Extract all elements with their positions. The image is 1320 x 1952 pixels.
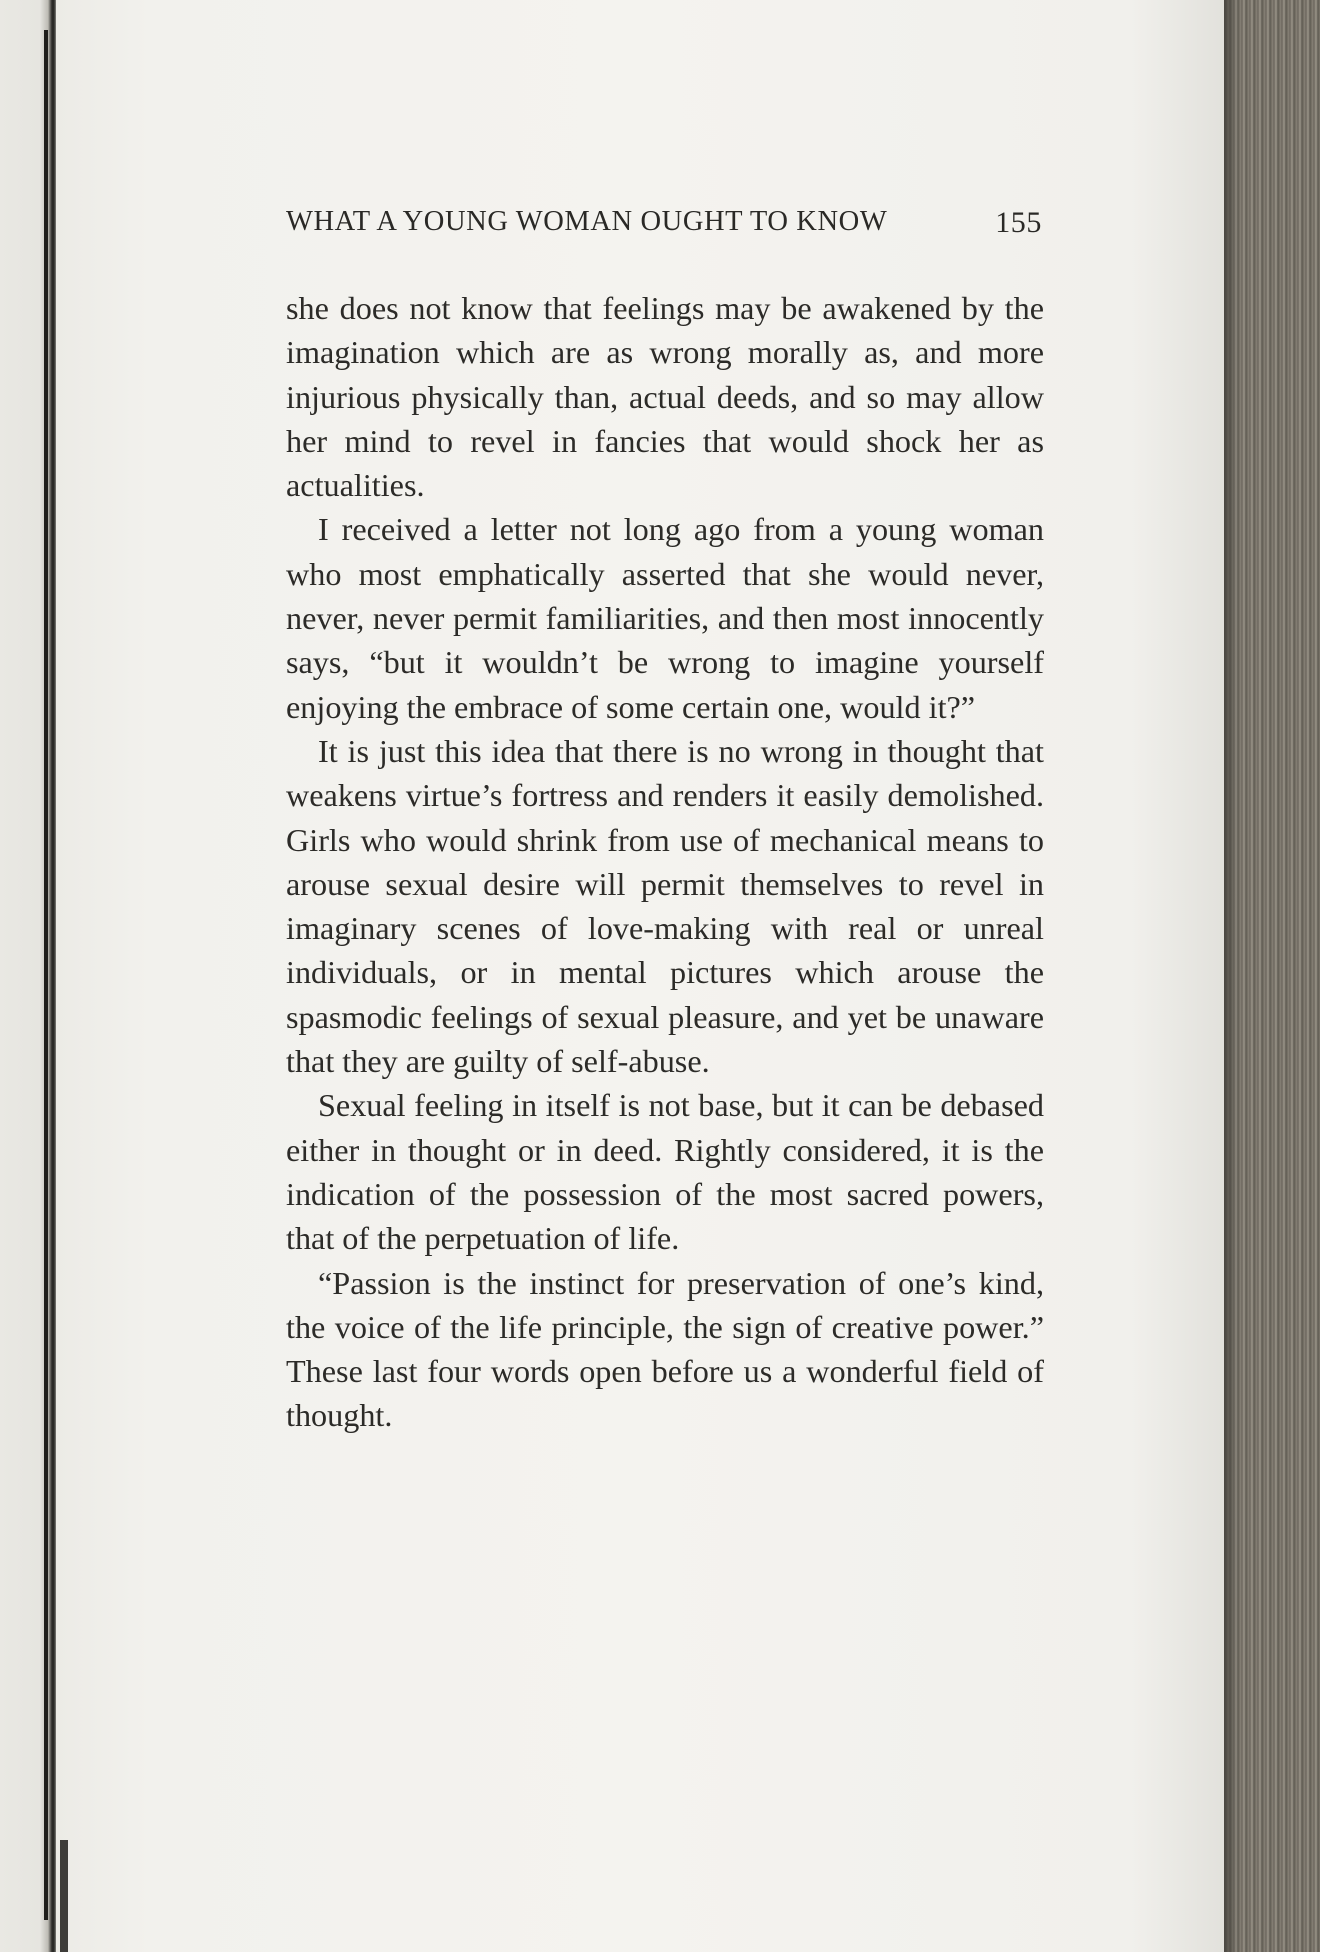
page-number: 155 (995, 206, 1042, 239)
body-text (286, 286, 1044, 1438)
paragraph-4: Sexual feeling in itself is not base, but it can be debased either in thought or in deed. Rightly considered, it is the indication of the possession of the most sacred powers, that of the perpetuation of life. (286, 1087, 1044, 1257)
binding-shadow-mark (60, 1840, 82, 1952)
paragraph-5: “Passion is the instinct for preservation of one’s kind, the voice of the life principle, the sign of creative power.” These last four words open before us a wonderful field of thought. (286, 1264, 1044, 1434)
paragraph-2: I received a letter not long ago from a young woman who most emphatically asserted that she would never, never, never permit familiarities, and then most innocently says, “but it wouldn’t be wrong to imagine yourself enjoying the embrace of some certain one, would it?” (286, 511, 1044, 725)
binding-edge-line (44, 30, 48, 1920)
running-title: WHAT A YOUNG WOMAN OUGHT TO KNOW (286, 206, 888, 237)
running-header (286, 206, 1042, 246)
page-stack-edges (1224, 0, 1320, 1952)
paragraph-1: she does not know that feelings may be awakened by the imagination which are as wrong morally as, and more injurious physically than, actual deeds, and so may allow her mind to revel in fancies that would shock her as actualities. (286, 290, 1044, 504)
paragraph-3: It is just this idea that there is no wrong in thought that weakens virtue’s fortress and renders it easily demolished. Girls who would shrink from use of mechanical means to arouse sexual desire will permit themselves to revel in imaginary scenes of love-making with real or unreal individuals, or in mental pictures which arouse the spasmodic feelings of sexual pleasure, and yet be unaware that they are guilty of self-abuse. (286, 732, 1044, 1080)
